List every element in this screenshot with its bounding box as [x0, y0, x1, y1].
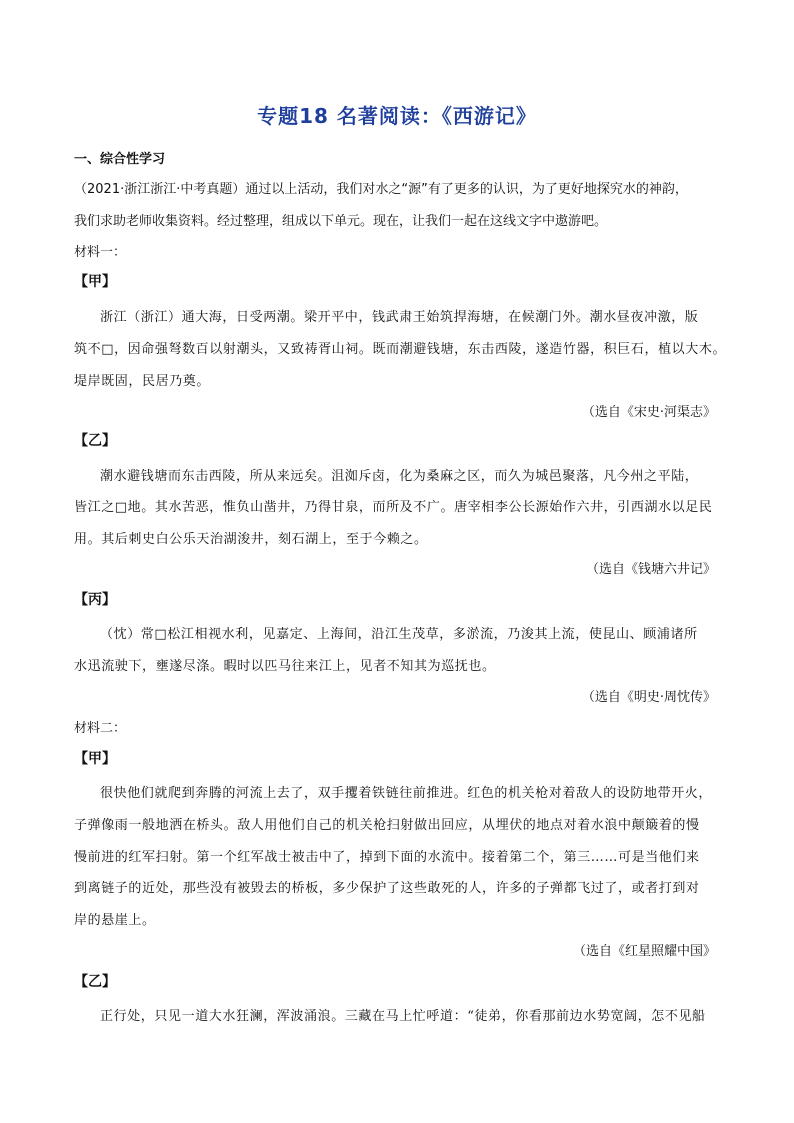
material1-jia-mark: 【甲】 [74, 274, 116, 290]
material1-bing-line-2: 水迅流驶下，壅遂尽涤。暇时以匹马往来江上，见者不知其为巡抚也。 [74, 659, 496, 674]
section-heading: 一、综合性学习 [74, 152, 166, 167]
intro-line-2: 我们求助老师收集资料。经过整理，组成以下单元。现在，让我们一起在这线文字中遨游吧。 [74, 214, 608, 229]
material1-yi-line-3: 用。其后刺史白公乐天治湖浚井，刻石湖上，至于今赖之。 [74, 532, 428, 547]
material2-label: 材料二： [74, 721, 127, 736]
material2-jia-line-3: 慢前进的红军扫射。第一个红军战士被击中了，掉到下面的水流中。接着第二个，第三……可是当他们来 [74, 850, 700, 865]
material1-yi-line-1: 潮水避钱塘而东击西陵，所从来远矣。沮洳斥卤，化为桑麻之区，而久为城邑聚落，凡今州之平陆， [100, 469, 699, 484]
material1-bing-line-1: （忱）常□松江相视水利，见嘉定、上海间，沿江生茂草，多淤流，乃浚其上流，使昆山、顾浦诸所 [100, 627, 698, 642]
material1-yi-mark: 【乙】 [74, 433, 116, 449]
material2-jia-line-2: 子弹像雨一般地洒在桥头。敌人用他们自己的机关枪扫射做出回应，从埋伏的地点对着水浪中颠簸着的慢 [74, 818, 700, 833]
material1-jia-line-3: 堤岸既固，民居乃奠。 [74, 374, 211, 389]
material2-yi-mark: 【乙】 [74, 974, 116, 990]
material1-label: 材料一： [74, 245, 127, 260]
material1-bing-mark: 【丙】 [74, 592, 116, 608]
material1-yi-line-2: 皆江之□地。其水苦恶，惟负山凿井，乃得甘泉，而所及不广。唐宰相李公长源始作六井，引西湖水以足民 [74, 500, 713, 515]
material1-bing-source: （选自《明史·周忱传》 [581, 690, 716, 705]
material1-jia-source: （选自《宋史·河渠志》 [581, 405, 716, 420]
material1-jia-line-2: 筑不□，因命强弩数百以射潮头，又致祷胥山祠。既而潮避钱塘，东击西陵，遂造竹器，积巨石，植以大木。 [74, 342, 727, 357]
material2-jia-line-4: 到离链子的近处，那些没有被毁去的桥板，多少保护了这些敢死的人，许多的子弹都飞过了，或者打到对 [74, 881, 700, 896]
material2-jia-line-1: 很快他们就爬到奔腾的河流上去了，双手攫着铁链往前推进。红色的机关枪对着敌人的设防地带开火， [100, 786, 713, 801]
material2-jia-line-5: 岸的悬崖上。 [74, 913, 156, 928]
material1-yi-source: （选自《钱塘六井记》 [585, 562, 716, 577]
material2-jia-mark: 【甲】 [74, 751, 116, 767]
page-title: 专题18 名著阅读：《西游记》 [257, 104, 537, 128]
material1-jia-line-1: 浙江（浙江）通大海，日受两潮。梁开平中，钱武肃王始筑捍海塘，在候潮门外。潮水昼夜冲激，版 [100, 310, 699, 325]
intro-line-1: （2021·浙江浙江·中考真题）通过以上活动，我们对水之“源”有了更多的认识，为了更好地探究水的神韵， [74, 182, 688, 197]
material2-jia-source: （选自《红星照耀中国》 [572, 944, 716, 959]
material2-yi-line-1: 正行处，只见一道大水狂澜，浑波涌浪。三藏在马上忙呼道：“徒弟，你看那前边水势宽阔，怎不见船 [100, 1009, 706, 1024]
